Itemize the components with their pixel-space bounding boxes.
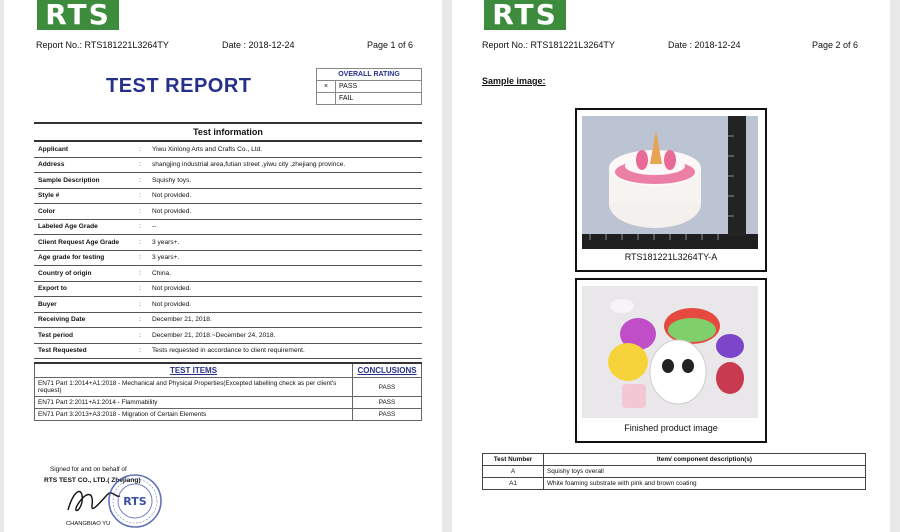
info-label: Export to (34, 281, 132, 297)
seal-text: RTS (123, 495, 147, 508)
component-table (482, 453, 866, 490)
info-colon: : (132, 281, 148, 297)
sample-photo-2-frame (575, 278, 767, 443)
component-number: A (483, 466, 544, 478)
info-value: Tests requested in accordance to client requirement. (148, 343, 422, 359)
info-colon: : (132, 328, 148, 344)
report-page-2 (452, 0, 890, 532)
report-date: Date : 2018-12-24 (668, 40, 741, 50)
info-colon: : (132, 141, 148, 157)
info-row (34, 173, 422, 189)
info-row (34, 204, 422, 220)
info-colon: : (132, 235, 148, 251)
unicorn-cake-squishy-photo (582, 116, 758, 249)
info-label: Address (34, 157, 132, 173)
info-label: Client Request Age Grade (34, 235, 132, 251)
test-item: EN71 Part 2:2011+A1:2014 - Flammability (35, 397, 353, 409)
info-label: Buyer (34, 297, 132, 313)
info-row (34, 235, 422, 251)
report-page-1 (4, 0, 442, 532)
info-row (34, 157, 422, 173)
info-row (34, 141, 422, 157)
info-colon: : (132, 297, 148, 313)
info-row (34, 266, 422, 282)
test-item-row (35, 397, 422, 409)
info-colon: : (132, 312, 148, 328)
test-item: EN71 Part 3:2013+A3:2018 - Migration of Certain Elements (35, 409, 353, 421)
test-result: PASS (353, 409, 422, 421)
overall-rating-heading: OVERALL RATING (317, 69, 422, 81)
info-label: Sample Description (34, 173, 132, 189)
conclusions-heading: CONCLUSIONS (353, 363, 422, 378)
info-label: Style # (34, 188, 132, 204)
info-row (34, 250, 422, 266)
info-label: Country of origin (34, 266, 132, 282)
info-colon: : (132, 343, 148, 359)
component-row (483, 466, 866, 478)
signed-on-behalf: Signed for and on behalf of (50, 466, 127, 473)
info-colon: : (132, 157, 148, 173)
component-description: White foaming substrate with pink and brown coating (544, 478, 866, 490)
info-colon: : (132, 173, 148, 189)
info-label: Receiving Date (34, 312, 132, 328)
info-value: December 21, 2018. (148, 312, 422, 328)
test-item-row (35, 409, 422, 421)
info-row (34, 281, 422, 297)
report-number: Report No.: RTS181221L3264TY (36, 40, 169, 50)
info-value: Not provided. (148, 204, 422, 220)
info-colon: : (132, 204, 148, 220)
info-value: -- (148, 219, 422, 235)
company-name: RTS TEST CO., LTD.( Zhejiang) (44, 477, 141, 484)
info-row (34, 328, 422, 344)
info-colon: : (132, 188, 148, 204)
info-label: Test Requested (34, 343, 132, 359)
info-row (34, 297, 422, 313)
test-item-row (35, 378, 422, 397)
info-colon: : (132, 250, 148, 266)
sample-photo-1-frame (575, 108, 767, 272)
rts-logo: RTS (37, 0, 119, 30)
info-label: Labeled Age Grade (34, 219, 132, 235)
test-info-heading: Test information (34, 123, 422, 141)
info-value: shangjing industrial area,futian street ,yiwu city ,zhejiang province. (148, 157, 422, 173)
rts-logo: RTS (484, 0, 566, 30)
overall-rating-table (316, 68, 422, 105)
info-value: Not provided. (148, 297, 422, 313)
sample-image-label: Sample image: (482, 76, 546, 86)
photo-1-caption: RTS181221L3264TY-A (624, 252, 718, 262)
test-items-heading: TEST ITEMS (35, 363, 353, 378)
report-number: Report No.: RTS181221L3264TY (482, 40, 615, 50)
info-value: Not provided. (148, 188, 422, 204)
page-number: Page 2 of 6 (812, 40, 859, 50)
info-row (34, 219, 422, 235)
rating-pass: PASS (336, 81, 422, 93)
component-number: A1 (483, 478, 544, 490)
component-row (483, 478, 866, 490)
info-value: Yiwu Xinlong Arts and Crafts Co., Ltd. (148, 141, 422, 157)
info-row (34, 312, 422, 328)
test-item: EN71 Part 1:2014+A1:2018 - Mechanical and Physical Properties(Excepted labelling check as per client's request) (35, 378, 353, 397)
company-seal (107, 473, 163, 529)
component-description: Squishy toys overall (544, 466, 866, 478)
squishy-toys-group-photo (582, 286, 758, 418)
info-label: Test period (34, 328, 132, 344)
pass-mark: × (317, 81, 336, 93)
info-label: Age grade for testing (34, 250, 132, 266)
report-date: Date : 2018-12-24 (222, 40, 295, 50)
info-value: Not provided. (148, 281, 422, 297)
info-colon: : (132, 266, 148, 282)
test-result: PASS (353, 397, 422, 409)
test-info-table (34, 122, 422, 359)
signer-name: CHANGBIAO YU (66, 521, 111, 527)
test-result: PASS (353, 378, 422, 397)
page-number: Page 1 of 6 (367, 40, 414, 50)
info-value: December 21, 2018.~December 24, 2018. (148, 328, 422, 344)
info-colon: : (132, 219, 148, 235)
info-value: 3 years+. (148, 235, 422, 251)
info-label: Applicant (34, 141, 132, 157)
rating-fail: FAIL (336, 93, 422, 105)
test-items-table (34, 362, 422, 421)
info-row (34, 188, 422, 204)
test-number-header: Test Number (483, 454, 544, 466)
info-value: China. (148, 266, 422, 282)
info-value: 3 years+. (148, 250, 422, 266)
description-header: Item/ component description(s) (544, 454, 866, 466)
info-value: Squishy toys. (148, 173, 422, 189)
photo-2-caption: Finished product image (624, 423, 718, 433)
info-label: Color (34, 204, 132, 220)
report-title: TEST REPORT (106, 75, 252, 97)
fail-mark (317, 93, 336, 105)
info-row (34, 343, 422, 359)
